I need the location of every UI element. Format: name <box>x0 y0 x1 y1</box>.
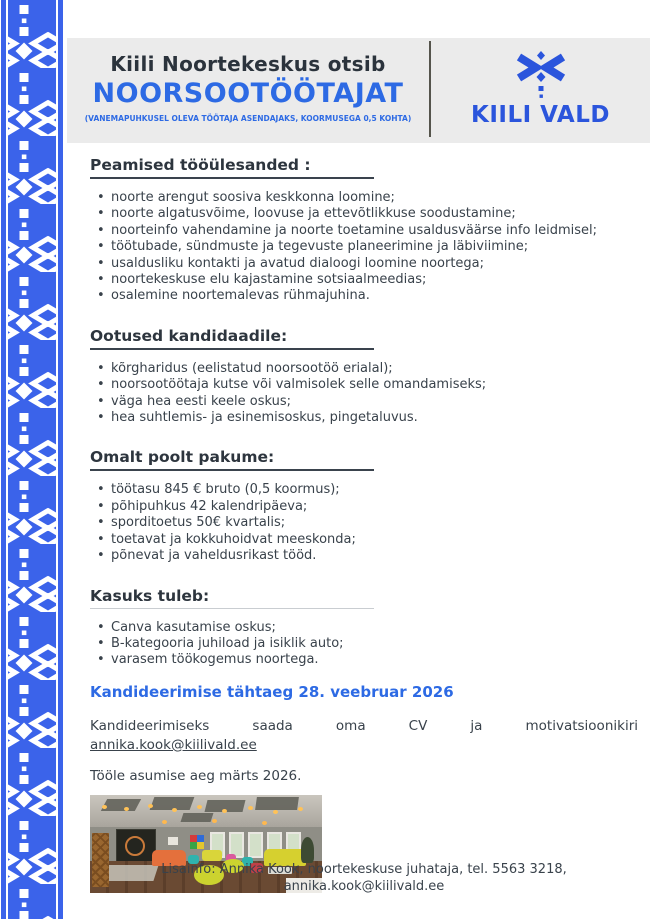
start-date: Tööle asumise aeg märts 2026. <box>90 767 302 784</box>
list-item: • sporditoetus 50€ kvartalis; <box>90 515 638 531</box>
photo-artwork <box>190 835 197 842</box>
expectation-list <box>90 361 638 427</box>
header-band <box>67 38 650 143</box>
section-advantages <box>90 574 638 669</box>
section-tasks <box>90 143 638 305</box>
list-item: • noorteinfo vahendamine ja noorte toetamine usaldusväärse info leidmisel; <box>90 223 638 239</box>
section-expectations <box>90 314 638 427</box>
poster-content <box>67 0 650 919</box>
photo-ceiling <box>90 795 322 827</box>
offer-list <box>90 482 638 564</box>
list-item: • põhipuhkus 42 kalendripäeva; <box>90 499 638 515</box>
advantage-list <box>90 620 638 669</box>
section-heading: Ootused kandidaadile: <box>90 327 374 350</box>
list-item: • Canva kasutamise oskus; <box>90 620 638 636</box>
section-offer <box>90 435 638 564</box>
footer-email: annika.kook@kiilivald.ee <box>283 878 445 894</box>
photo-poster <box>168 837 178 845</box>
list-item: • toetavat ja kokkuhoidvat meeskonda; <box>90 532 638 548</box>
job-subtitle: (VANEMAPUHKUSEL OLEVA TÖÖTAJA ASENDAJAKS, KOORMUSEGA 0,5 KOHTA) <box>84 114 412 123</box>
list-item: • töötubade, sündmuste ja tegevuste planeerimine ja läbiviimine; <box>90 239 638 255</box>
apply-email-link[interactable]: annika.kook@kiilivald.ee <box>90 736 257 753</box>
list-item: • osalemine noortemalevas rühmajuhina. <box>90 288 638 304</box>
kiili-vald-logo <box>431 38 650 143</box>
list-item: • kõrgharidus (eelistatud noorsootöö erialal); <box>90 361 638 377</box>
photo-plant <box>301 837 314 863</box>
application-deadline: Kandideerimise tähtaeg 28. veebruar 2026 <box>90 682 454 701</box>
list-item: • varasem töökogemus noortega. <box>90 652 638 668</box>
logo-text: KIILI VALD <box>471 102 610 128</box>
folk-pattern-border <box>0 0 64 919</box>
list-item: • B-kategooria juhiload ja isiklik auto; <box>90 636 638 652</box>
list-item: • noortekeskuse elu kajastamine sotsiaalmeedias; <box>90 272 638 288</box>
list-item: • noorte arengut soosiva keskkonna loomine; <box>90 190 638 206</box>
task-list <box>90 190 638 305</box>
list-item: • põnevat ja vaheldusrikast tööd. <box>90 548 638 564</box>
list-item: • väga hea eesti keele oskus; <box>90 394 638 410</box>
list-item: • noorte algatusvõime, loovuse ja ettevõtlikkuse soodustamine; <box>90 206 638 222</box>
section-heading: Peamised tööülesanded : <box>90 156 374 179</box>
list-item: • noorsootöötaja kutse või valmisolek selle omandamiseks; <box>90 377 638 393</box>
footer-contact <box>90 862 638 895</box>
footer-line1: Lisainfo: Annika Kook, noortekeskuse juhataja, tel. 5563 3218, <box>161 862 567 877</box>
section-heading: Kasuks tuleb: <box>90 587 374 609</box>
dragonfly-logo-icon <box>510 50 572 100</box>
section-heading: Omalt poolt pakume: <box>90 448 374 471</box>
apply-instructions: Kandideerimiseks saada oma CV ja motivatsioonikiri <box>90 717 638 734</box>
body-column <box>90 143 638 893</box>
list-item: • usaldusliku kontakti ja avatud dialoogi loomine noortega; <box>90 256 638 272</box>
title-block <box>67 38 429 143</box>
list-item: • hea suhtlemis- ja esinemisoskus, pingetaluvus. <box>90 410 638 426</box>
page-title: Kiili Noortekeskus otsib <box>110 52 386 76</box>
list-item: • töötasu 845 € bruto (0,5 koormus); <box>90 482 638 498</box>
job-title: NOORSOOTÖÖTAJAT <box>92 78 404 109</box>
